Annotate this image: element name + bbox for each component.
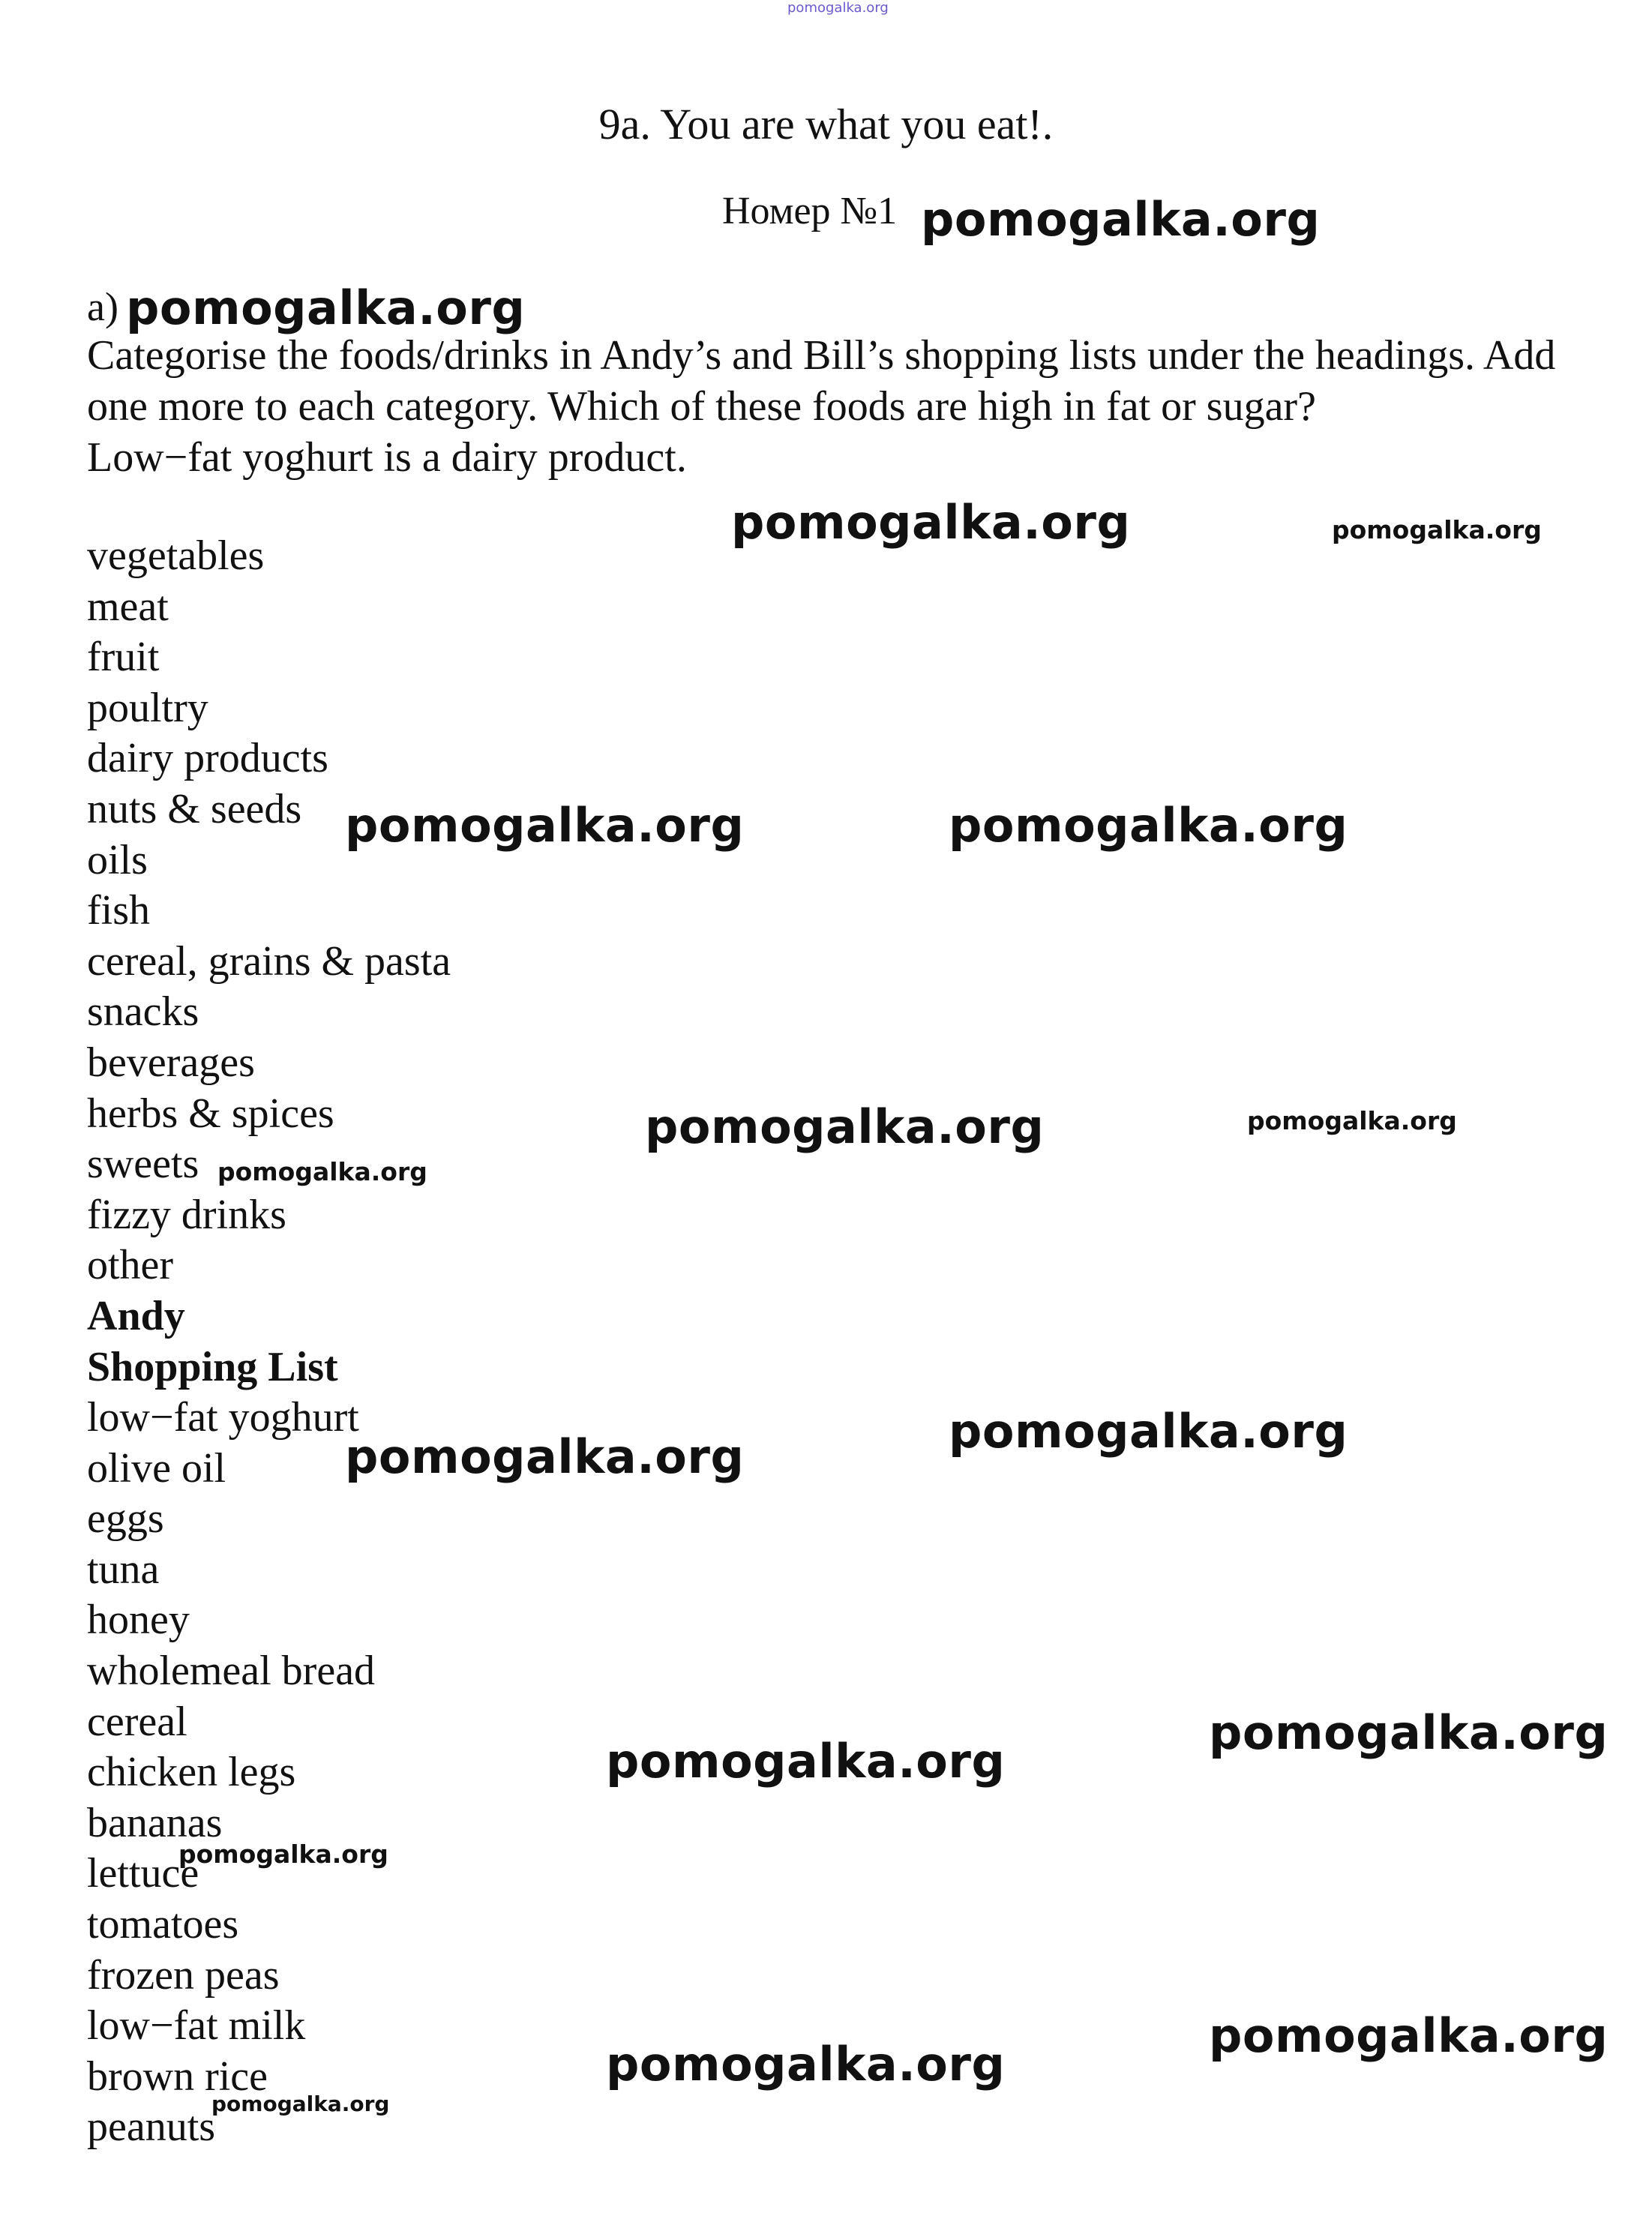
- category-item: cereal, grains & pasta: [87, 937, 451, 985]
- category-item: dairy products: [87, 735, 328, 782]
- category-item: fish: [87, 887, 150, 934]
- example-sentence: Low−fat yoghurt is a dairy product.: [87, 434, 687, 481]
- category-item: fizzy drinks: [87, 1191, 286, 1238]
- watermark: pomogalka.org: [211, 2092, 390, 2116]
- shopping-item: wholemeal bread: [87, 1648, 376, 1695]
- category-item: fruit: [87, 634, 160, 681]
- shopping-item: brown rice: [87, 2053, 268, 2100]
- page-title: 9a. You are what you eat!.: [598, 100, 1054, 148]
- watermark: pomogalka.org: [949, 798, 1348, 853]
- watermark: pomogalka.org: [345, 798, 745, 853]
- watermark: pomogalka.org: [1209, 2008, 1609, 2063]
- part-label: a): [87, 284, 118, 329]
- shopping-item: chicken legs: [87, 1749, 296, 1796]
- shopping-item: bananas: [87, 1799, 223, 1846]
- shopping-list-title: Shopping List: [87, 1343, 338, 1390]
- category-item: poultry: [87, 684, 208, 731]
- watermark: pomogalka.org: [645, 1099, 1045, 1154]
- watermark: pomogalka.org: [345, 1429, 745, 1484]
- category-item: snacks: [87, 988, 199, 1036]
- site-mark: pomogalka.org: [787, 0, 889, 16]
- category-item: oils: [87, 836, 148, 883]
- watermark: pomogalka.org: [949, 1404, 1348, 1459]
- shopping-item: honey: [87, 1597, 190, 1644]
- shopping-item: eggs: [87, 1495, 164, 1543]
- shopping-item: tomatoes: [87, 1901, 239, 1948]
- instruction-text: Categorise the foods/drinks in Andy’s and Bill’s shopping lists under the headings. Add one more to each category. Which of these foods are high in fat or sugar?: [87, 332, 1556, 430]
- shopping-item: cereal: [87, 1698, 187, 1745]
- shopping-item: peanuts: [87, 2104, 216, 2151]
- watermark: pomogalka.org: [1247, 1106, 1457, 1135]
- category-item: beverages: [87, 1039, 255, 1086]
- category-item: herbs & spices: [87, 1090, 334, 1137]
- exercise-number: Номер №1: [722, 190, 898, 232]
- shopping-item: low−fat yoghurt: [87, 1394, 359, 1441]
- exercise-instruction-block: [87, 330, 1587, 483]
- watermark: pomogalka.org: [606, 1734, 1006, 1789]
- watermark: pomogalka.org: [606, 2037, 1006, 2092]
- category-item: nuts & seeds: [87, 785, 302, 832]
- category-item: other: [87, 1242, 174, 1289]
- category-item: meat: [87, 583, 169, 630]
- shopping-item: lettuce: [87, 1850, 199, 1897]
- watermark: pomogalka.org: [178, 1840, 388, 1869]
- shopping-item: tuna: [87, 1546, 160, 1593]
- watermark: pomogalka.org: [731, 495, 1131, 550]
- shopping-item: olive oil: [87, 1444, 226, 1492]
- watermark: pomogalka.org: [1332, 515, 1542, 544]
- watermark: pomogalka.org: [921, 192, 1321, 247]
- category-item: vegetables: [87, 532, 265, 579]
- watermark: pomogalka.org: [1209, 1705, 1609, 1760]
- shopping-item: low−fat milk: [87, 2002, 306, 2050]
- shopper-name: Andy: [87, 1292, 185, 1339]
- category-item: sweets: [87, 1141, 199, 1188]
- content-list: [87, 531, 451, 2153]
- shopping-item: frozen peas: [87, 1951, 280, 1999]
- watermark: pomogalka.org: [126, 280, 526, 335]
- watermark: pomogalka.org: [217, 1157, 427, 1186]
